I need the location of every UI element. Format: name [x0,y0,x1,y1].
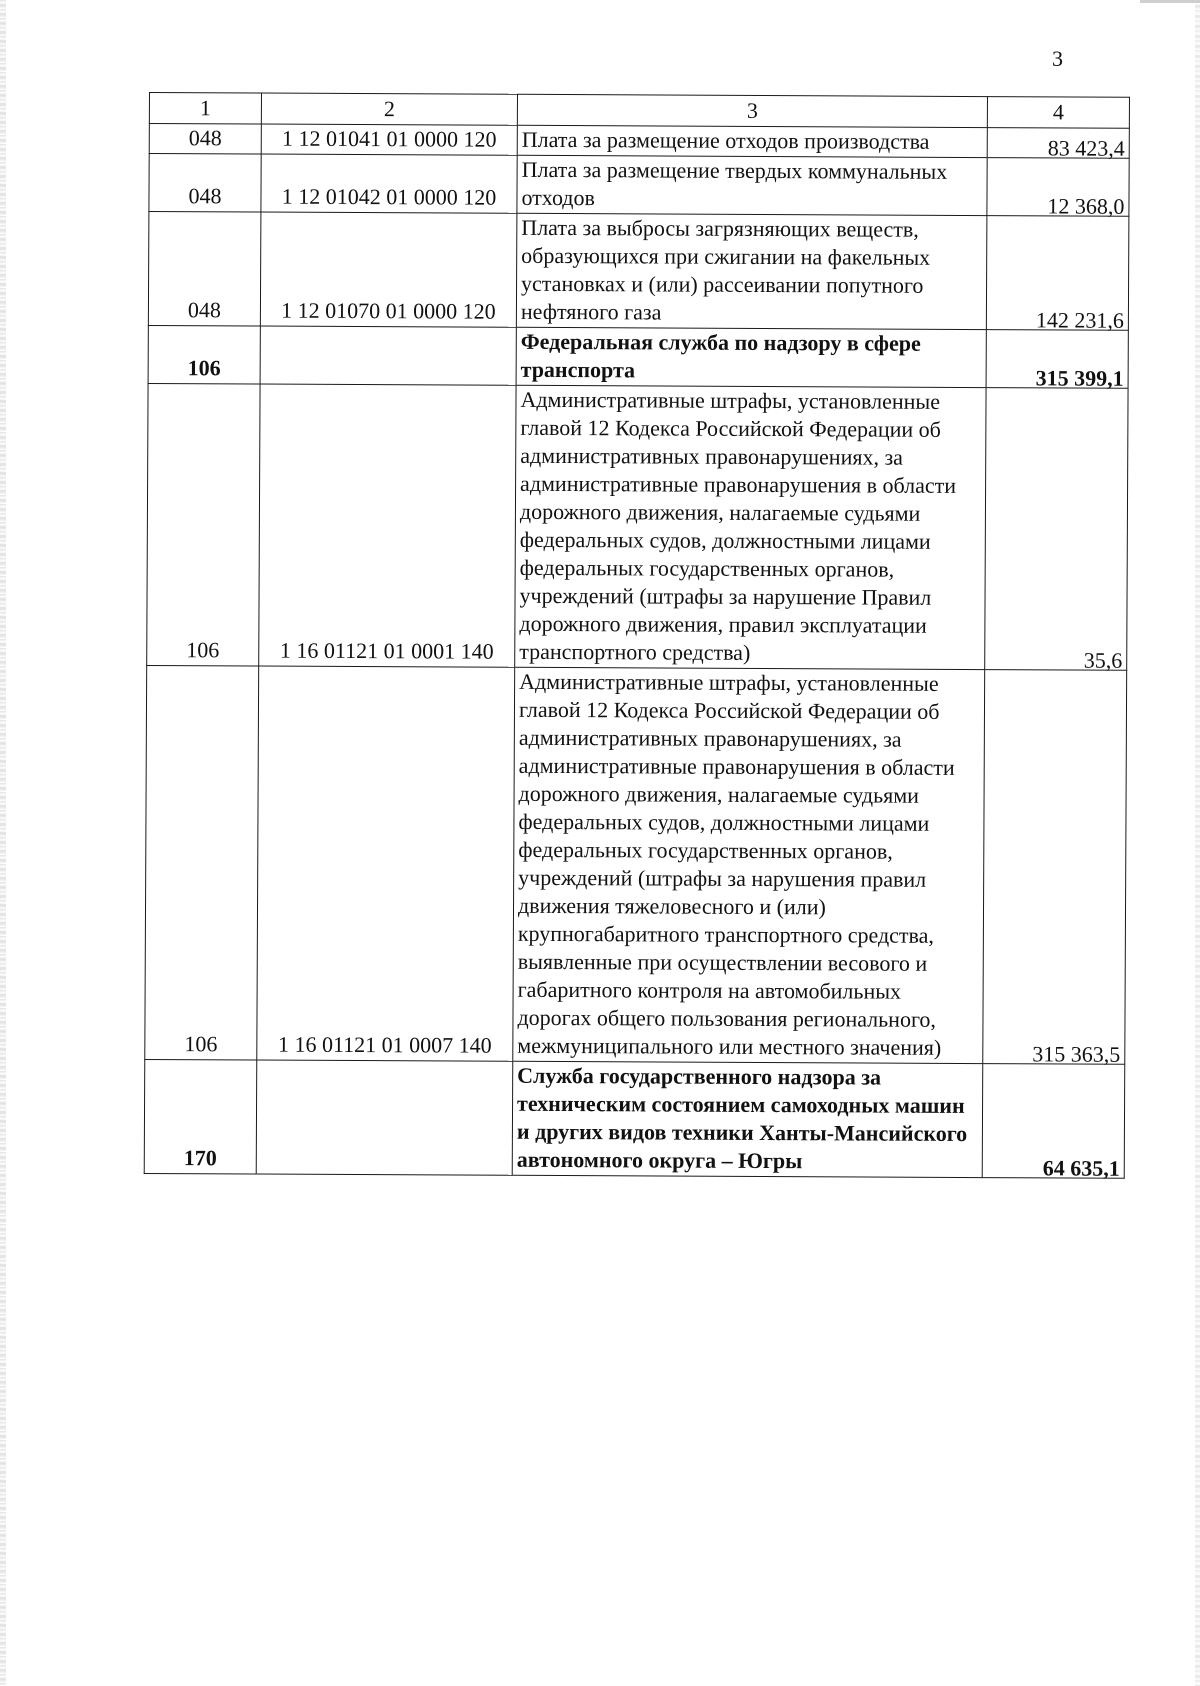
revenue-name-cell: Плата за размещение отходов производства [517,125,987,157]
revenue-name-cell: Служба государственного надзора за техническим состоянием самоходных машин и других видов техники Ханты-Мансийского автономного округа – Югры [512,1061,983,1177]
revenue-name-cell: Административные штрафы, установленные главой 12 Кодекса Российской Федерации об административных правонарушениях, за административные правонарушения в области дорожного движения, налагаемые судьями федеральных судов, должностными лицами федеральных государственных органов, учреждений (штрафы за нарушение Правил дорожного движения, правил эксплуатации транспортного средства) [515,385,986,669]
table-row [149,124,1129,159]
revenue-name-cell: Административные штрафы, установленные главой 12 Кодекса Российской Федерации об административных правонарушениях, за административные правонарушения в области дорожного движения, налагаемые судьями федеральных судов, должностными лицами федеральных государственных органов, учреждений (штрафы за нарушения правил движения тяжеловесного и (или) крупногабаритного транспортного средства, выявленные при осуществлении весового и габаритного контроля на автомобильных дорогах общего пользования регионального, межмуниципального или местного значения) [513,667,985,1063]
revenue-name-cell: Плата за размещение твердых коммунальных отходов [517,155,987,215]
kbk-code-cell: 1 12 01041 01 0000 120 [261,124,517,155]
column-header-3: 3 [517,94,987,127]
amount-value: 315 399,1 [1035,365,1124,391]
admin-code-cell: 170 [144,1059,257,1174]
table-row [149,154,1129,217]
kbk-code-cell: 1 12 01042 01 0000 120 [261,154,517,213]
amount-cell [986,330,1128,389]
table-header-row [149,93,1129,129]
amount-cell [987,128,1129,159]
admin-code-cell: 048 [149,124,261,155]
kbk-code-cell: 1 16 01121 01 0001 140 [259,384,516,667]
revenue-name-cell: Федеральная служба по надзору в сфере транспорта [516,327,986,387]
amount-cell [985,388,1128,671]
revenue-name-cell: Плата за выбросы загрязняющих веществ, образующихся при сжигании на факельных установках и (или) рассеивании попутного нефтяного газа [516,213,987,329]
column-header-2: 2 [261,93,517,125]
table-row [147,383,1128,670]
scan-corner-mark [1140,0,1200,3]
amount-value: 12 368,0 [1047,193,1125,219]
amount-value: 83 423,4 [1047,135,1125,161]
page-number: 3 [1052,46,1063,71]
column-header-4: 4 [987,97,1129,129]
kbk-code-cell [260,326,516,385]
column-header-1: 1 [149,93,261,125]
kbk-code-cell: 1 12 01070 01 0000 120 [260,212,517,327]
admin-code-cell: 048 [148,212,261,327]
amount-value: 142 231,6 [1035,307,1124,333]
admin-code-cell: 106 [148,325,260,384]
revenue-table [144,92,1130,1179]
admin-code-cell: 106 [145,665,259,1060]
table-row [148,212,1129,331]
scan-edge-left [0,0,6,1686]
table-row-section [144,1059,1125,1178]
scan-edge-right [1195,0,1200,1686]
amount-value: 35,6 [1083,647,1123,673]
amount-cell [987,158,1129,217]
kbk-code-cell: 1 16 01121 01 0007 140 [257,666,515,1061]
amount-value: 64 635,1 [1042,1155,1120,1181]
admin-code-cell: 106 [147,383,260,666]
amount-cell [982,1064,1125,1179]
kbk-code-cell [256,1060,513,1175]
table-row-section [148,325,1128,388]
admin-code-cell: 048 [149,154,261,213]
amount-cell [986,216,1129,331]
table-row [145,665,1127,1064]
amount-cell [983,670,1127,1065]
amount-value: 315 363,5 [1032,1041,1121,1067]
